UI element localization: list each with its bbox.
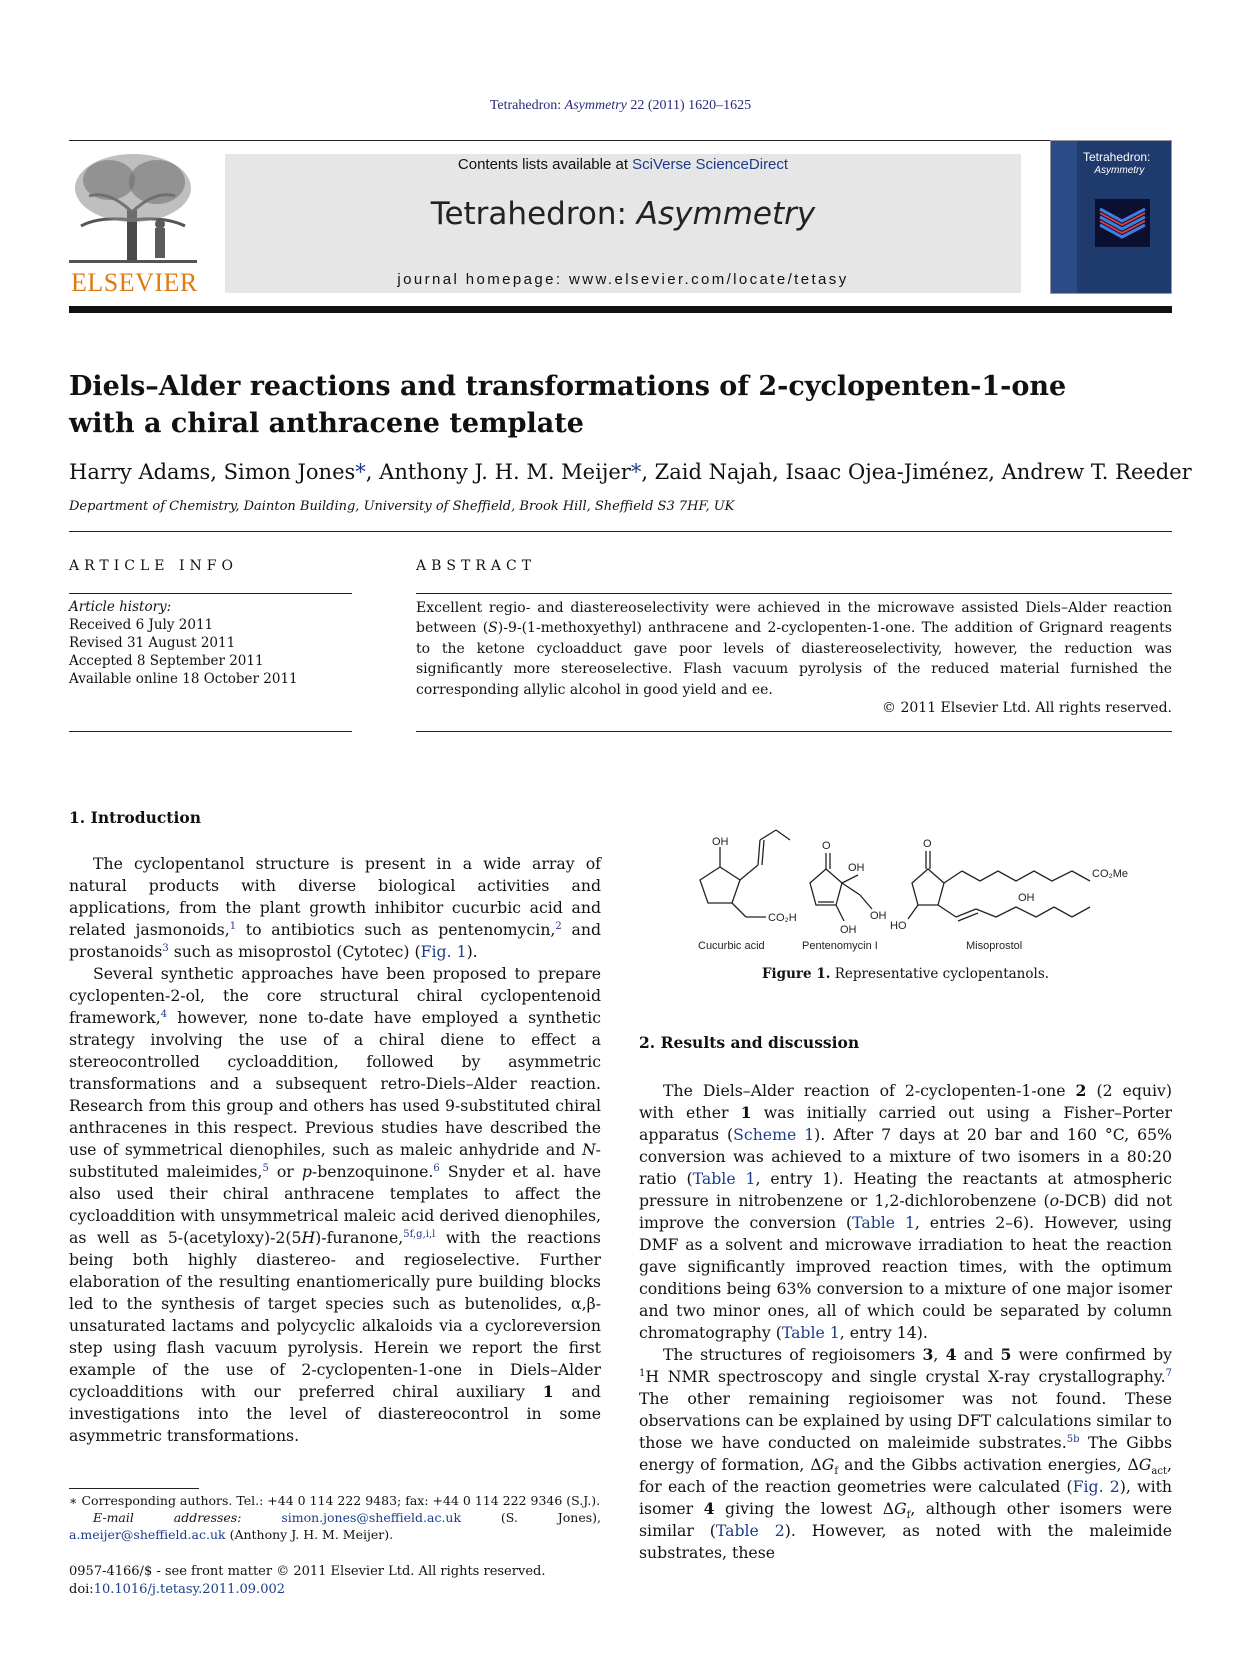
text-run: f xyxy=(834,1466,839,1478)
author-name: Isaac Ojea-Jiménez xyxy=(785,460,989,484)
text-run: or xyxy=(268,1162,302,1181)
text-run: such as misoprostol (Cytotec) ( xyxy=(168,942,421,961)
figure-1-structures xyxy=(680,825,1150,955)
text-run: -benzoquinone. xyxy=(311,1162,434,1181)
cucurbic-co2h-label: CO₂H xyxy=(768,912,797,924)
corresponding-author-marker[interactable]: * xyxy=(355,460,366,484)
journal-name-main: Tetrahedron: xyxy=(430,196,637,232)
text-run: -substituted maleimides, xyxy=(69,1140,601,1181)
figure-link[interactable]: Fig. 1 xyxy=(420,942,467,961)
footnote-contact xyxy=(69,1492,601,1509)
misoprostol-oh-label: OH xyxy=(1018,892,1035,904)
cover-art-graphic xyxy=(1095,199,1150,247)
text-run: Several synthetic approaches have been proposed to prepare cyclopenten-2-ol, the core structural chiral cyclopentenoid framework, xyxy=(69,964,601,1027)
text-run: G xyxy=(1138,1455,1152,1474)
text-run: Snyder et al. have also used their chiral anthracene templates to affect the cycloaddition with unsymmetrical maleic acid derived dienophiles, as well as 5-(acetyloxy)-2(5 xyxy=(69,1162,602,1247)
title-line-2: with a chiral anthracene template xyxy=(69,408,584,439)
received-date: Received 6 July 2011 xyxy=(69,617,214,633)
intro-heading: 1. Introduction xyxy=(69,808,201,827)
journal-cover-image xyxy=(1050,140,1172,294)
affiliation: Department of Chemistry, Dainton Building, University of Sheffield, Brook Hill, Sheffield S3 7HF, UK xyxy=(69,499,735,514)
text-run: )-furanone, xyxy=(315,1228,404,1247)
author-list: Harry Adams, Simon Jones*, Anthony J. H. M. Meijer*, Zaid Najah, Isaac Ojea-Jiménez, Andrew T. Reeder xyxy=(69,460,1192,484)
compound-number: 2 xyxy=(1075,1081,1087,1100)
pentenomycin-oh2-label: OH xyxy=(870,910,887,922)
doi-line xyxy=(69,1581,629,1599)
cover-art xyxy=(1095,199,1150,247)
misoprostol-o-label: O xyxy=(923,838,932,850)
header-thick-rule xyxy=(69,306,1172,313)
citation-journal-italic: Asymmetry xyxy=(564,98,627,113)
table-link[interactable]: Table 2 xyxy=(715,1521,785,1540)
cucurbic-acid-label: Cucurbic acid xyxy=(698,940,765,952)
footnote-emails xyxy=(69,1509,601,1543)
footnote-phone: Corresponding authors. Tel.: +44 0 114 222 9483; fax: +44 0 114 222 9346 (S.J.). xyxy=(77,1493,601,1508)
abstract-stereo: S xyxy=(488,620,498,637)
scheme-link[interactable]: Scheme 1 xyxy=(733,1125,815,1144)
citation-volume: 22 (2011) 1620–1625 xyxy=(626,98,752,113)
text-run: ), with isomer xyxy=(639,1477,1172,1518)
text-run: (2 equiv) with ether xyxy=(639,1081,1172,1122)
text-run: -DCB) did not improve the conversion ( xyxy=(639,1191,1172,1232)
cyclopentanol-structures-diagram xyxy=(680,825,1150,955)
text-run: The Gibbs energy of formation, Δ xyxy=(639,1433,1172,1474)
journal-name-italic: Asymmetry xyxy=(636,196,816,232)
text-run: ). However, as noted with the maleimide substrates, these xyxy=(639,1521,1172,1562)
reference-link[interactable]: 5b xyxy=(1066,1433,1080,1445)
reference-link[interactable]: 4 xyxy=(160,1008,168,1020)
footnote-star: ∗ xyxy=(69,1493,78,1508)
compound-number: 1 xyxy=(542,1382,554,1401)
publisher-wordmark: ELSEVIER xyxy=(71,268,198,297)
journal-citation[interactable] xyxy=(0,98,1241,114)
abstract-copyright: © 2011 Elsevier Ltd. All rights reserved. xyxy=(882,700,1172,716)
intro-paragraph-2 xyxy=(69,963,601,1447)
misoprostol-structure xyxy=(908,851,1090,921)
text-run: N xyxy=(581,1140,596,1159)
journal-name xyxy=(225,196,1021,232)
reference-link[interactable]: 5f,g,i,l xyxy=(403,1228,436,1240)
email-owner: (S. Jones), xyxy=(461,1510,601,1525)
abstract-bottom-rule xyxy=(416,731,1172,732)
cover-title-text: Tetrahedron: xyxy=(1083,150,1151,164)
results-paragraph-1 xyxy=(639,1080,1172,1344)
email-label: E-mail addresses: xyxy=(93,1510,242,1525)
table-link[interactable]: Table 1 xyxy=(852,1213,915,1232)
abstract-part: Excellent regio- and diastereoselectivity were achieved in the microwave assisted Diels–Alder reaction between ( xyxy=(416,600,1172,637)
compound-number: 1 xyxy=(740,1103,752,1122)
elsevier-logo xyxy=(69,150,199,295)
intro-body xyxy=(69,853,601,1447)
affiliation-rule xyxy=(69,531,1172,532)
reference-link[interactable]: 6 xyxy=(433,1162,440,1174)
footnote-rule xyxy=(69,1488,199,1489)
text-run: act xyxy=(1151,1466,1167,1478)
sciencedirect-link[interactable]: SciVerse ScienceDirect xyxy=(632,156,789,173)
text-run: , xyxy=(933,1345,946,1364)
text-run: with the reactions being both highly diastereo- and regioselective. Further elaboration of the resulting enantiomerically pure building blocks led to the synthesis of target species such as butenolides, α,β-unsaturated lactams and polycyclic alkaloids via a cycloreversion step using flash vacuum pyrolysis. Herein we report the first example of the use of 2-cyclopenten-1-one in Diels–Alder cycloadditions with our preferred chiral auxiliary xyxy=(69,1228,601,1401)
abstract-rule xyxy=(416,593,1172,594)
text-run: o xyxy=(1049,1191,1060,1210)
abstract-heading: ABSTRACT xyxy=(416,558,537,574)
article-info-bottom-rule xyxy=(69,731,352,732)
journal-masthead xyxy=(225,154,1021,293)
article-info-rule xyxy=(69,593,352,594)
pentenomycin-oh3-label: OH xyxy=(840,924,857,936)
reference-link[interactable]: 5 xyxy=(262,1162,269,1174)
reference-link[interactable]: 2 xyxy=(555,920,562,932)
email-link[interactable]: a.meijer@sheffield.ac.uk xyxy=(69,1527,226,1542)
text-run: and prostanoids xyxy=(69,920,601,961)
cover-title xyxy=(1083,151,1150,177)
contents-prefix: Contents lists available at xyxy=(457,156,633,173)
text-run: G xyxy=(894,1499,907,1518)
reference-link[interactable]: 1 xyxy=(229,920,237,932)
misoprostol-label: Misoprostol xyxy=(966,940,1023,952)
text-run: G xyxy=(821,1455,835,1474)
cucurbic-oh-label: OH xyxy=(712,836,729,848)
compound-number: 3 xyxy=(922,1345,934,1364)
figure-1-caption xyxy=(639,966,1172,982)
corresponding-author-marker[interactable]: * xyxy=(630,460,642,484)
text-run: H NMR spectroscopy and single crystal X-ray crystallography. xyxy=(645,1367,1166,1386)
article-history xyxy=(69,598,352,688)
header-rule xyxy=(69,140,1172,141)
text-run: however, none to-date have employed a synthetic strategy involving the use of a chiral diene to effect a stereocontrolled cycloaddition, followed by asymmetric transformations and a subsequent retro-Diels–Alder reaction. Research from this group and others has used 9-substituted chiral anthracenes in this respect. Previous studies have described the use of symmetrical dienophiles, such as maleic anhydride and xyxy=(69,1008,601,1159)
revised-date: Revised 31 August 2011 xyxy=(69,635,236,651)
article-info-heading: ARTICLE INFO xyxy=(69,558,238,574)
text-run: to antibiotics such as pentenomycin, xyxy=(236,920,556,939)
pentenomycin-label: Pentenomycin I xyxy=(802,940,878,952)
email-link[interactable]: simon.jones@sheffield.ac.uk xyxy=(281,1510,462,1525)
text-run: and the Gibbs activation energies, Δ xyxy=(838,1455,1139,1474)
doi-prefix: doi: xyxy=(69,1582,94,1597)
reference-link[interactable]: 7 xyxy=(1165,1367,1172,1379)
compound-number: 4 xyxy=(703,1499,715,1518)
text-run: The structures of regioisomers xyxy=(663,1345,923,1364)
doi-link[interactable]: 10.1016/j.tetasy.2011.09.002 xyxy=(93,1582,286,1597)
compound-number: 4 xyxy=(945,1345,957,1364)
text-run: , for each of the reaction geometries were calculated ( xyxy=(639,1455,1172,1496)
reference-link[interactable]: 3 xyxy=(162,942,169,954)
publication-meta xyxy=(69,1563,629,1599)
results-paragraph-2 xyxy=(639,1344,1172,1564)
text-run: giving the lowest Δ xyxy=(714,1499,895,1518)
author-name: Zaid Najah xyxy=(654,460,773,484)
title-line-1: Diels–Alder reactions and transformations of 2-cyclopenten-1-one xyxy=(69,371,1067,402)
contents-line xyxy=(225,156,1021,173)
citation-journal: Tetrahedron: xyxy=(489,98,565,113)
misoprostol-co2me-label: CO₂Me xyxy=(1092,868,1129,880)
text-run: , entry 1). Heating the reactants at atmospheric pressure in nitrobenzene or 1,2-dichlorobenzene ( xyxy=(639,1169,1172,1210)
text-run: The other remaining regioisomer was not found. These observations can be explained by using DFT calculations similar to those we have conducted on maleimide substrates. xyxy=(639,1389,1172,1452)
misoprostol-ho-label: HO xyxy=(890,920,907,932)
issn-line: 0957-4166/$ - see front matter © 2011 Elsevier Ltd. All rights reserved. xyxy=(69,1564,546,1579)
text-run: The Diels–Alder reaction of 2-cyclopenten-1-one xyxy=(663,1081,1076,1100)
author-name: Simon Jones xyxy=(223,460,356,484)
results-body xyxy=(639,1080,1172,1564)
text-run: , although other isomers were similar ( xyxy=(639,1499,1172,1540)
corresponding-author-footnote xyxy=(69,1492,601,1543)
text-run: and xyxy=(956,1345,1001,1364)
text-run: , entry 14). xyxy=(839,1323,928,1342)
table-link[interactable]: Table 1 xyxy=(692,1169,756,1188)
pentenomycin-o-label: O xyxy=(822,840,831,852)
journal-homepage[interactable]: journal homepage: www.elsevier.com/locate/tetasy xyxy=(397,271,849,288)
text-run: and investigations into the level of diastereocontrol in some asymmetric transformations. xyxy=(69,1382,601,1445)
text-run: were confirmed by xyxy=(1011,1345,1172,1364)
text-run: p xyxy=(301,1162,312,1181)
email-owner: (Anthony J. H. M. Meijer). xyxy=(225,1527,394,1542)
text-run: was initially carried out using a Fisher–Porter apparatus ( xyxy=(639,1103,1172,1144)
text-run: The cyclopentanol structure is present in a wide array of natural products with diverse biological activities and applications, from the plant growth inhibitor cucurbic acid and related jasmonoids, xyxy=(69,854,601,939)
table-link[interactable]: Table 1 xyxy=(781,1323,840,1342)
accepted-date: Accepted 8 September 2011 xyxy=(69,653,264,669)
text-run: , entries 2–6). However, using DMF as a solvent and microwave irradiation to heat the reaction gave significantly improved reaction times, with the optimum conditions being 63% conversion to a mixture of one major isomer and two minor ones, all of which could be separated by column chromatography ( xyxy=(639,1213,1172,1342)
text-run: ). After 7 days at 20 bar and 160 °C, 65% conversion was achieved to a mixture of two isomers in a 80:20 ratio ( xyxy=(639,1125,1172,1188)
author-name: Harry Adams xyxy=(69,460,211,484)
text-run: H xyxy=(301,1228,316,1247)
cover-strip xyxy=(1051,141,1077,293)
author-name: Anthony J. H. M. Meijer xyxy=(379,460,631,484)
caption-label: Figure 1. xyxy=(761,966,831,982)
caption-text: Representative cyclopentanols. xyxy=(830,966,1050,982)
pentenomycin-oh-label: OH xyxy=(848,862,865,874)
cover-subtitle: Asymmetry xyxy=(1094,165,1145,176)
intro-paragraph-1 xyxy=(69,853,601,963)
abstract-text xyxy=(416,598,1172,700)
online-date: Available online 18 October 2011 xyxy=(69,671,298,687)
history-label: Article history: xyxy=(69,599,172,615)
author-name: Andrew T. Reeder xyxy=(1001,460,1192,484)
compound-number: 5 xyxy=(1000,1345,1012,1364)
figure-link[interactable]: Fig. 2 xyxy=(1072,1477,1120,1496)
elsevier-tree-icon xyxy=(69,150,197,268)
text-run: f xyxy=(906,1510,911,1522)
article-title xyxy=(69,368,1169,442)
text-run: ). xyxy=(466,942,478,961)
isotope-superscript: 1 xyxy=(639,1367,646,1379)
abstract-part: )-9-(1-methoxyethyl) anthracene and 2-cyclopenten-1-one. The addition of Grignard reagents to the ketone cycloadduct gave poor levels of diastereoselectivity, however, the reduction was significantly more stereoselective. Flash vacuum pyrolysis of the reduced material furnished the corresponding allylic alcohol in good yield and ee. xyxy=(416,620,1172,698)
results-heading: 2. Results and discussion xyxy=(639,1033,860,1052)
